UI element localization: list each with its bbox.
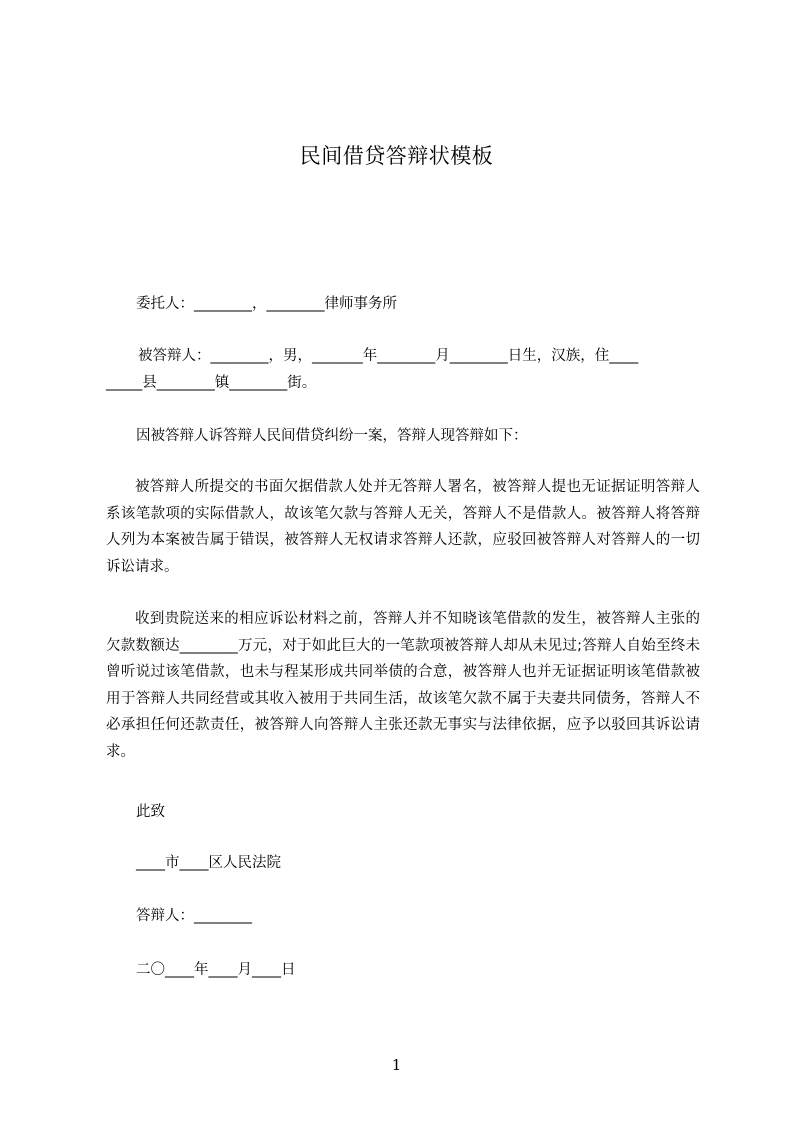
defense-paragraph-2: 收到贵院送来的相应诉讼材料之前，答辩人并不知晓该笔借款的发生，被答辩人主张的欠款数额达________万元，对于如此巨大的一笔款项被答辩人却从未见过;答辩人自始至终未曾听说过该笔借款，也未与程某形成共同举债的合意，被答辩人也并无证据证明该笔借款被用于答辩人共同经营或其收入被用于共同生活，故该笔欠款不属于夫妻共同债务，答辩人不必承担任何还款责任，被答辩人向答辩人主张还款无事实与法律依据，应予以驳回其诉讼请求。 [106,611,700,760]
court-line: ____市____区人民法院 [136,855,281,871]
salutation: 此致 [136,804,165,820]
intro-line: 因被答辩人诉答辩人民间借贷纠纷一案，答辩人现答辩如下： [136,428,528,444]
defense-paragraph-1: 被答辩人所提交的书面欠据借款人处并无答辩人署名，被答辩人提也无证据证明答辩人系该笔款项的实际借款人，故该笔欠款与答辩人无关，答辩人不是借款人。被答辩人将答辩人列为本案被告属于错误，被答辩人无权请求答辩人还款，应驳回被答辩人对答辩人的一切诉讼请求。 [106,479,700,575]
signature-line: 答辩人：________ [136,908,252,924]
page-number: 1 [391,1056,402,1074]
respondent-line-1: 被答辩人：________，男，_______年________月________日生，汉族，住____ [138,348,639,364]
document-title: 民间借贷答辩状模板 [299,144,494,168]
respondent-line-2: _____县________镇________街。 [106,375,317,391]
entrusted-party-line: 委托人：________，________律师事务所 [136,296,397,312]
date-line: 二〇____年____月____日 [136,962,296,978]
